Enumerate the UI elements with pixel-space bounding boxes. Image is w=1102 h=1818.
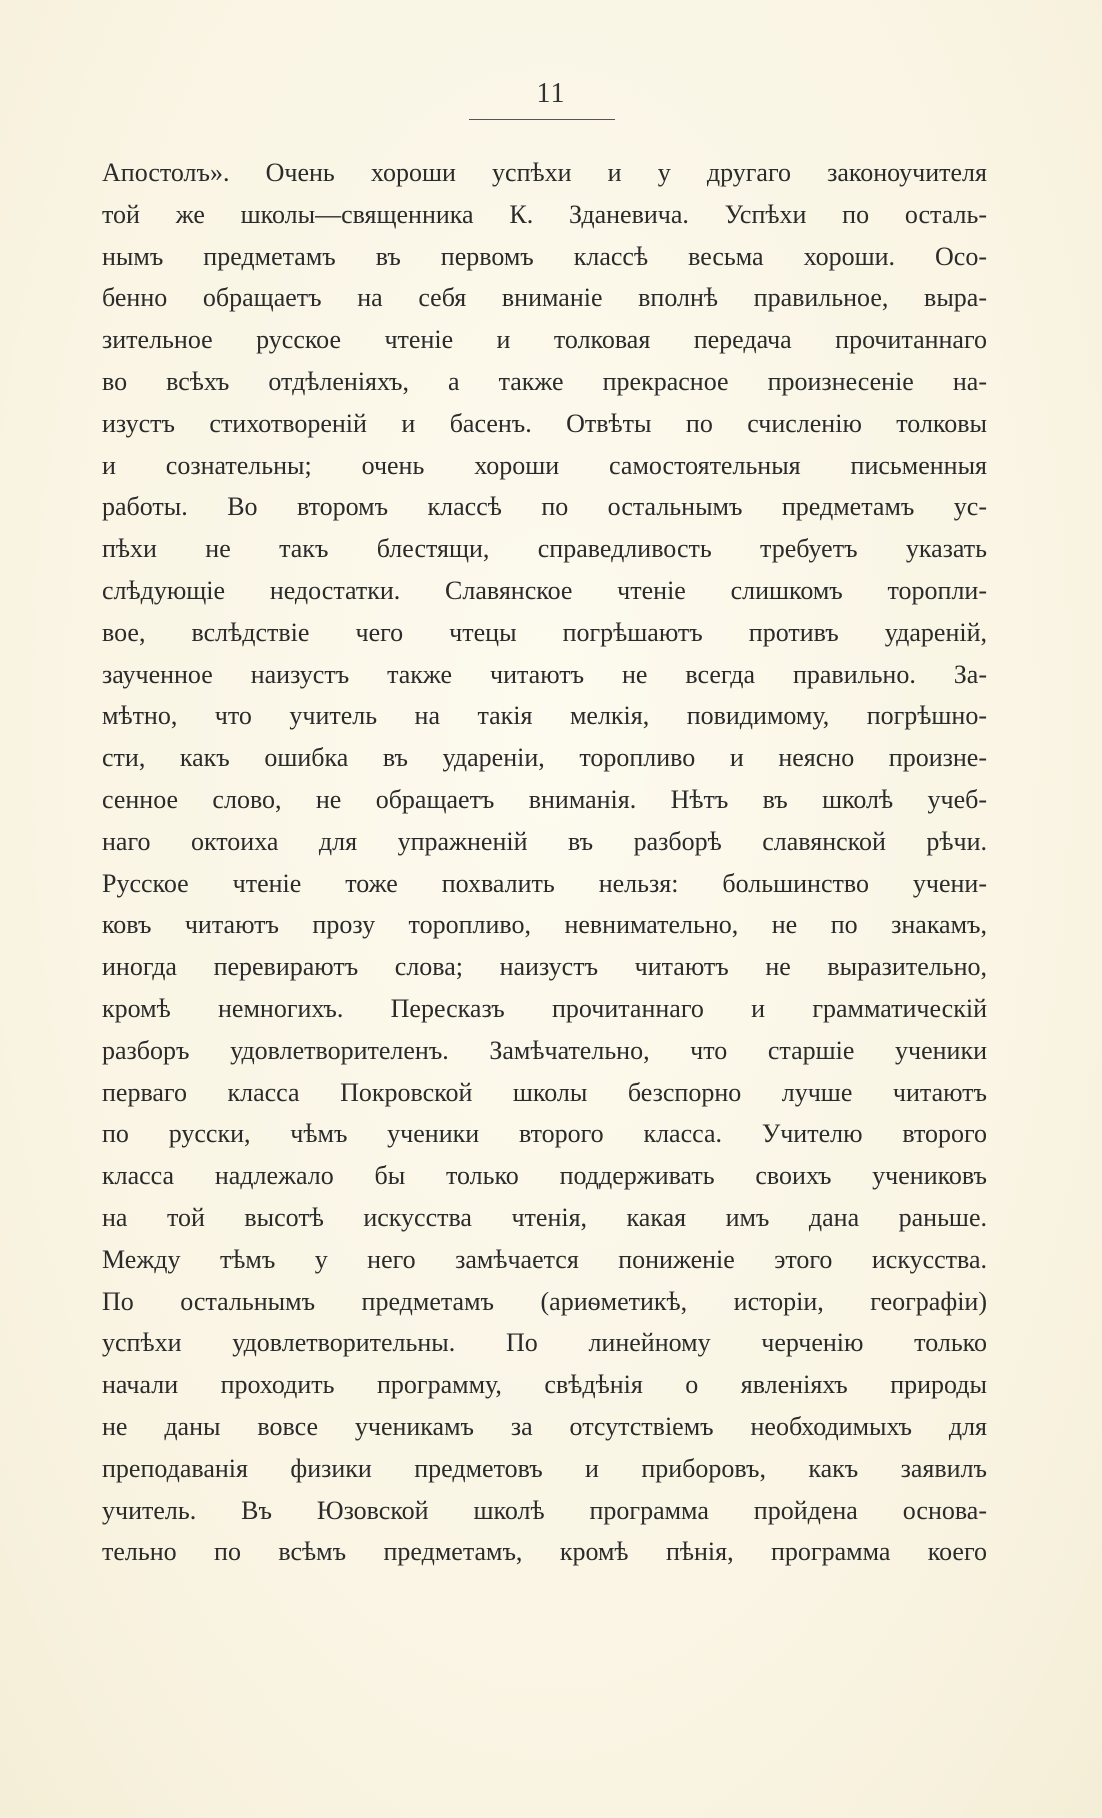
text-line: тельно по всѣмъ предметамъ, кромѣ пѣнія, программа коего bbox=[102, 1537, 987, 1567]
text-line: не даны вовсе ученикамъ за отсутствіемъ необходимыхъ для bbox=[102, 1411, 987, 1441]
text-line: слѣдующіе недостатки. Славянское чтеніе слишкомъ торопли- bbox=[102, 575, 987, 605]
text-line: начали проходить программу, свѣдѣнія о явленіяхъ природы bbox=[102, 1370, 987, 1400]
text-line: сти, какъ ошибка въ удареніи, торопливо и неясно произне- bbox=[102, 743, 987, 773]
text-line: пѣхи не такъ блестящи, справедливость требуетъ указать bbox=[102, 534, 987, 564]
text-line: работы. Во второмъ классѣ по остальнымъ предметамъ ус- bbox=[102, 492, 987, 522]
text-line: изустъ стихотвореній и басенъ. Отвѣты по счисленію толковы bbox=[102, 408, 987, 438]
header-rule bbox=[469, 119, 615, 120]
text-line: перваго класса Покровской школы безспорно лучше читаютъ bbox=[102, 1077, 987, 1107]
text-line: на той высотѣ искусства чтенія, какая имъ дана раньше. bbox=[102, 1202, 987, 1232]
text-line: кромѣ немногихъ. Пересказъ прочитаннаго и грамматическій bbox=[102, 993, 987, 1023]
text-line: учитель. Въ Юзовской школѣ программа пройдена основа- bbox=[102, 1495, 987, 1525]
text-line: заученное наизустъ также читаютъ не всегда правильно. За- bbox=[102, 659, 987, 689]
text-line: зительное русское чтеніе и толковая передача прочитаннаго bbox=[102, 325, 987, 355]
text-line: той же школы—священника К. Зданевича. Успѣхи по осталь- bbox=[102, 199, 987, 229]
text-line: По остальнымъ предметамъ (ариѳметикѣ, исторіи, географіи) bbox=[102, 1286, 987, 1316]
text-line: Апостолъ». Очень хороши успѣхи и у другаго законоучителя bbox=[102, 158, 987, 187]
text-line: и сознательны; очень хороши самостоятельныя письменныя bbox=[102, 450, 987, 480]
body-text bbox=[102, 152, 987, 1573]
text-line: сенное слово, не обращаетъ вниманія. Нѣтъ въ школѣ учеб- bbox=[102, 784, 987, 814]
text-line: разборъ удовлетворителенъ. Замѣчательно, что старшіе ученики bbox=[102, 1035, 987, 1065]
text-line: вое, вслѣдствіе чего чтецы погрѣшаютъ противъ удареній, bbox=[102, 617, 987, 647]
text-line: Между тѣмъ у него замѣчается пониженіе этого искусства. bbox=[102, 1244, 987, 1274]
text-line: преподаванія физики предметовъ и приборовъ, какъ заявилъ bbox=[102, 1453, 987, 1483]
text-line: наго октоиха для упражненій въ разборѣ славянской рѣчи. bbox=[102, 826, 987, 856]
text-line: нымъ предметамъ въ первомъ классѣ весьма хороши. Осо- bbox=[102, 241, 987, 271]
text-line: иногда перевираютъ слова; наизустъ читаютъ не выразительно, bbox=[102, 952, 987, 982]
text-line: успѣхи удовлетворительны. По линейному черченію только bbox=[102, 1328, 987, 1358]
text-line: по русски, чѣмъ ученики второго класса. Учителю второго bbox=[102, 1119, 987, 1149]
text-line: мѣтно, что учитель на такія мелкія, повидимому, погрѣшно- bbox=[102, 701, 987, 731]
text-line: Русское чтеніе тоже похвалить нельзя: большинство учени- bbox=[102, 868, 987, 898]
text-line: во всѣхъ отдѣленіяхъ, а также прекрасное произнесеніе на- bbox=[102, 366, 987, 396]
text-line: класса надлежало бы только поддерживать своихъ учениковъ bbox=[102, 1161, 987, 1191]
page-number: 11 bbox=[536, 78, 566, 109]
text-line: ковъ читаютъ прозу торопливо, невнимательно, не по знакамъ, bbox=[102, 910, 987, 940]
text-line: бенно обращаетъ на себя вниманіе вполнѣ правильное, выра- bbox=[102, 283, 987, 313]
